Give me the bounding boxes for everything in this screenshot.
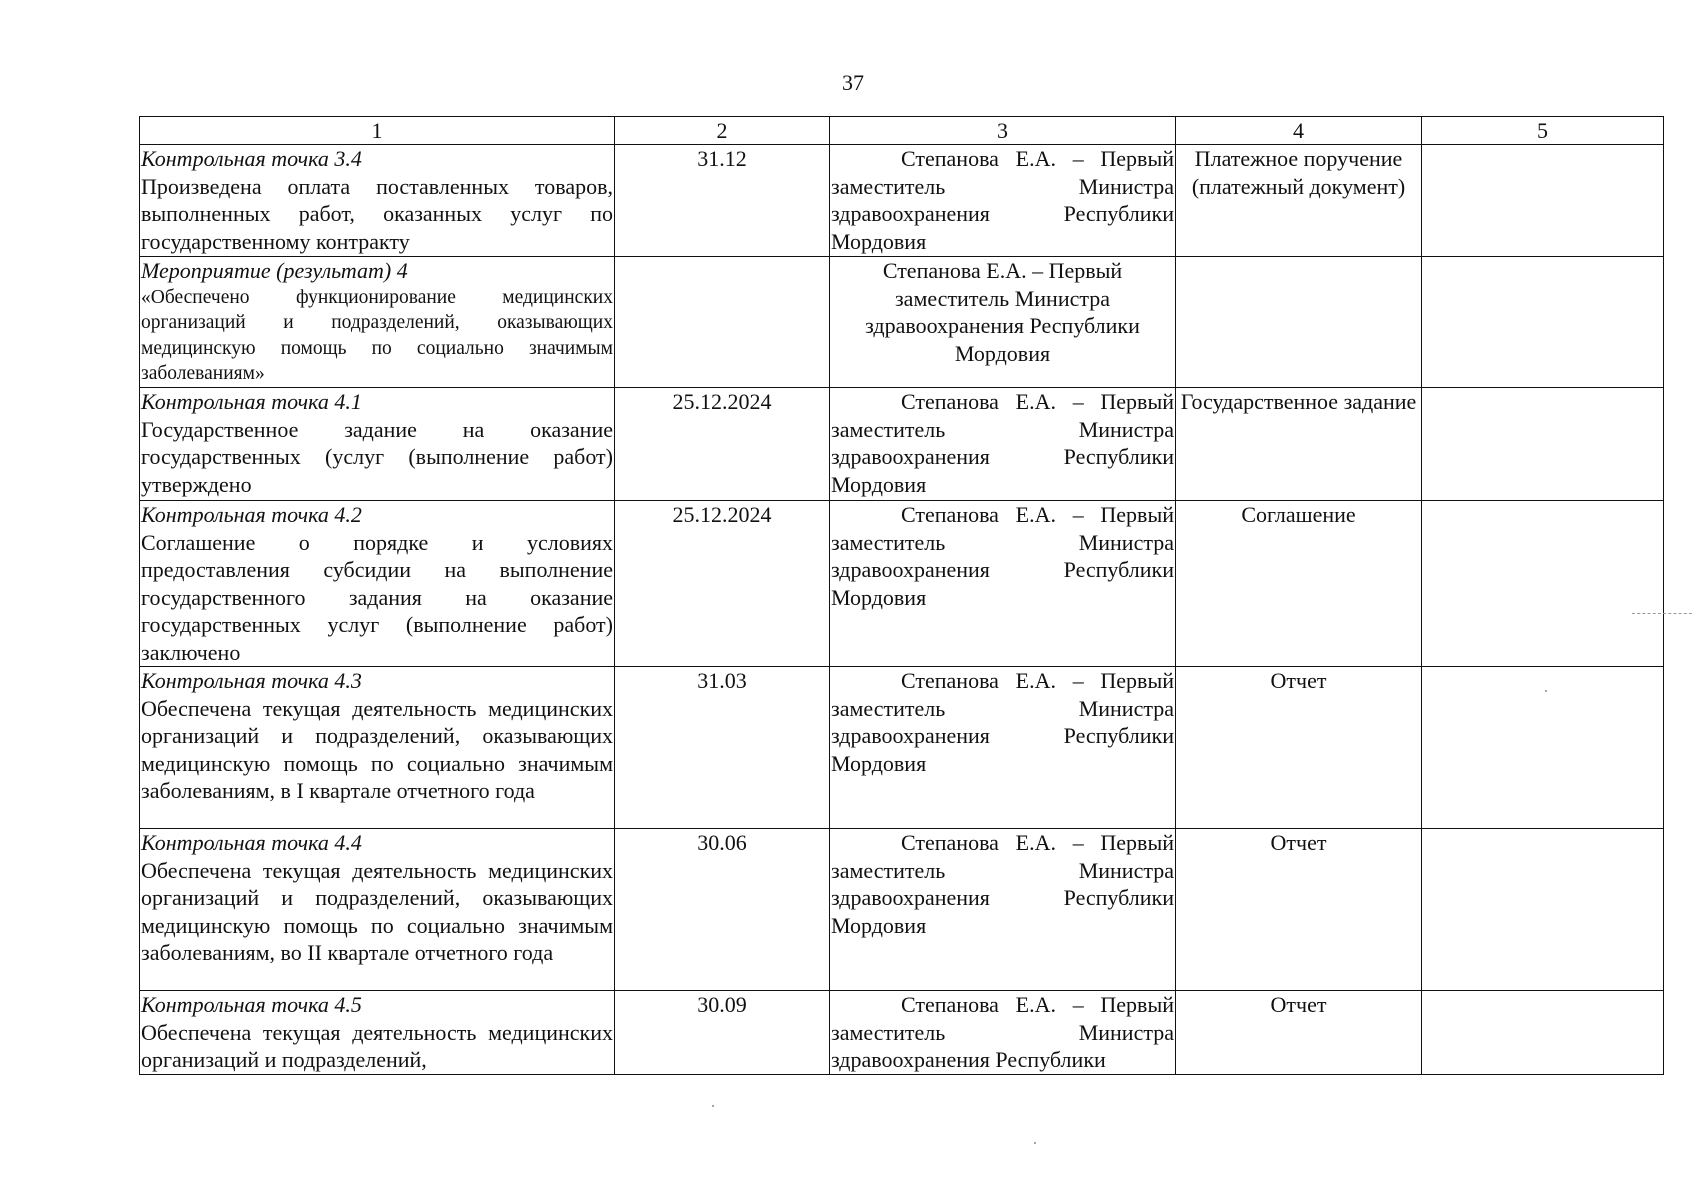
- header-col-5: 5: [1422, 117, 1664, 145]
- responsible-text: Степанова Е.А. – Первый заместитель Министра здравоохранения Республики Мордовия: [865, 258, 1140, 366]
- scan-artifact-dot: [1034, 1142, 1036, 1144]
- cell-item: [140, 257, 615, 388]
- header-col-4: 4: [1176, 117, 1422, 145]
- item-description: Обеспечена текущая деятельность медицинских организаций и подразделений, оказывающих медицинскую помощь по социально значимым заболеваниям, в I квартале отчетного года: [141, 695, 613, 803]
- cell-item: [140, 145, 615, 257]
- item-description: Соглашение о порядке и условиях предоставления субсидии на выполнение государственного задания на оказание государственных услуг (выполнение работ) заключено: [141, 529, 613, 665]
- cell-item: [140, 501, 615, 667]
- cell-date: 31.03: [615, 667, 830, 829]
- cell-document: Отчет: [1176, 991, 1422, 1075]
- item-description: Произведена оплата поставленных товаров, выполненных работ, оказанных услуг по государственному контракту: [141, 173, 613, 254]
- scan-artifact-dot: [1545, 690, 1547, 692]
- cell-note: [1422, 257, 1664, 388]
- cell-responsible: [830, 991, 1176, 1075]
- responsible-text: Степанова Е.А. – Первый заместитель Министра здравоохранения Республики Мордовия: [831, 668, 1174, 776]
- header-row: [140, 117, 1664, 145]
- responsible-text: Степанова Е.А. – Первый заместитель Министра здравоохранения Республики: [831, 992, 1174, 1072]
- table-row: [140, 257, 1664, 388]
- item-title: Контрольная точка 4.2: [141, 502, 362, 527]
- table-row: [140, 829, 1664, 991]
- page-number: 37: [842, 70, 864, 95]
- cell-item: [140, 388, 615, 501]
- cell-document: Государственное задание: [1176, 388, 1422, 501]
- cell-date: 30.09: [615, 991, 830, 1075]
- item-description: Обеспечена текущая деятельность медицинских организаций и подразделений,: [141, 1019, 613, 1072]
- cell-document: Соглашение: [1176, 501, 1422, 667]
- scan-artifact-dot: [712, 1105, 714, 1107]
- cell-responsible: [830, 501, 1176, 667]
- cell-document: Платежное поручение (платежный документ): [1176, 145, 1422, 257]
- cell-note: [1422, 829, 1664, 991]
- cell-note: [1422, 388, 1664, 501]
- item-title: Контрольная точка 4.4: [141, 830, 362, 855]
- responsible-text: Степанова Е.А. – Первый заместитель Министра здравоохранения Республики Мордовия: [831, 146, 1174, 254]
- cell-responsible: [830, 145, 1176, 257]
- table-row: [140, 145, 1664, 257]
- responsible-text: Степанова Е.А. – Первый заместитель Министра здравоохранения Республики Мордовия: [831, 389, 1174, 497]
- cell-note: [1422, 145, 1664, 257]
- cell-responsible: [830, 829, 1176, 991]
- cell-document: [1176, 257, 1422, 388]
- cell-note: [1422, 501, 1664, 667]
- cell-responsible: [830, 667, 1176, 829]
- table-row: [140, 667, 1664, 829]
- item-description: «Обеспечено функционирование медицинских организаций и подразделений, оказывающих медицинскую помощь по социально значимым заболеваниям»: [141, 286, 613, 384]
- cell-item: [140, 829, 615, 991]
- cell-responsible: [830, 388, 1176, 501]
- cell-date: 31.12: [615, 145, 830, 257]
- header-col-1: 1: [140, 117, 615, 145]
- header-col-3: 3: [830, 117, 1176, 145]
- cell-date: [615, 257, 830, 388]
- cell-document: Отчет: [1176, 829, 1422, 991]
- responsible-text: Степанова Е.А. – Первый заместитель Министра здравоохранения Республики Мордовия: [831, 830, 1174, 938]
- cell-item: [140, 991, 615, 1075]
- cell-date: 25.12.2024: [615, 388, 830, 501]
- cell-date: 30.06: [615, 829, 830, 991]
- item-title: Контрольная точка 4.3: [141, 668, 362, 693]
- cell-note: [1422, 667, 1664, 829]
- item-title: Контрольная точка 4.5: [141, 992, 362, 1017]
- plan-table: [139, 116, 1664, 1075]
- header-col-2: 2: [615, 117, 830, 145]
- cell-responsible: [830, 257, 1176, 388]
- item-description: Обеспечена текущая деятельность медицинских организаций и подразделений, оказывающих медицинскую помощь по социально значимым заболеваниям, во II квартале отчетного года: [141, 857, 613, 965]
- cell-note: [1422, 991, 1664, 1075]
- cell-item: [140, 667, 615, 829]
- item-title: Контрольная точка 4.1: [141, 389, 362, 414]
- table-row: [140, 388, 1664, 501]
- scan-artifact-line: [1632, 613, 1692, 615]
- item-title: Мероприятие (результат) 4: [141, 258, 408, 283]
- item-title: Контрольная точка 3.4: [141, 146, 362, 171]
- item-description: Государственное задание на оказание государственных (услуг (выполнение работ) утверждено: [141, 416, 613, 497]
- responsible-text: Степанова Е.А. – Первый заместитель Министра здравоохранения Республики Мордовия: [831, 502, 1174, 610]
- table-row: [140, 501, 1664, 667]
- table-row: [140, 991, 1664, 1075]
- cell-document: Отчет: [1176, 667, 1422, 829]
- cell-date: 25.12.2024: [615, 501, 830, 667]
